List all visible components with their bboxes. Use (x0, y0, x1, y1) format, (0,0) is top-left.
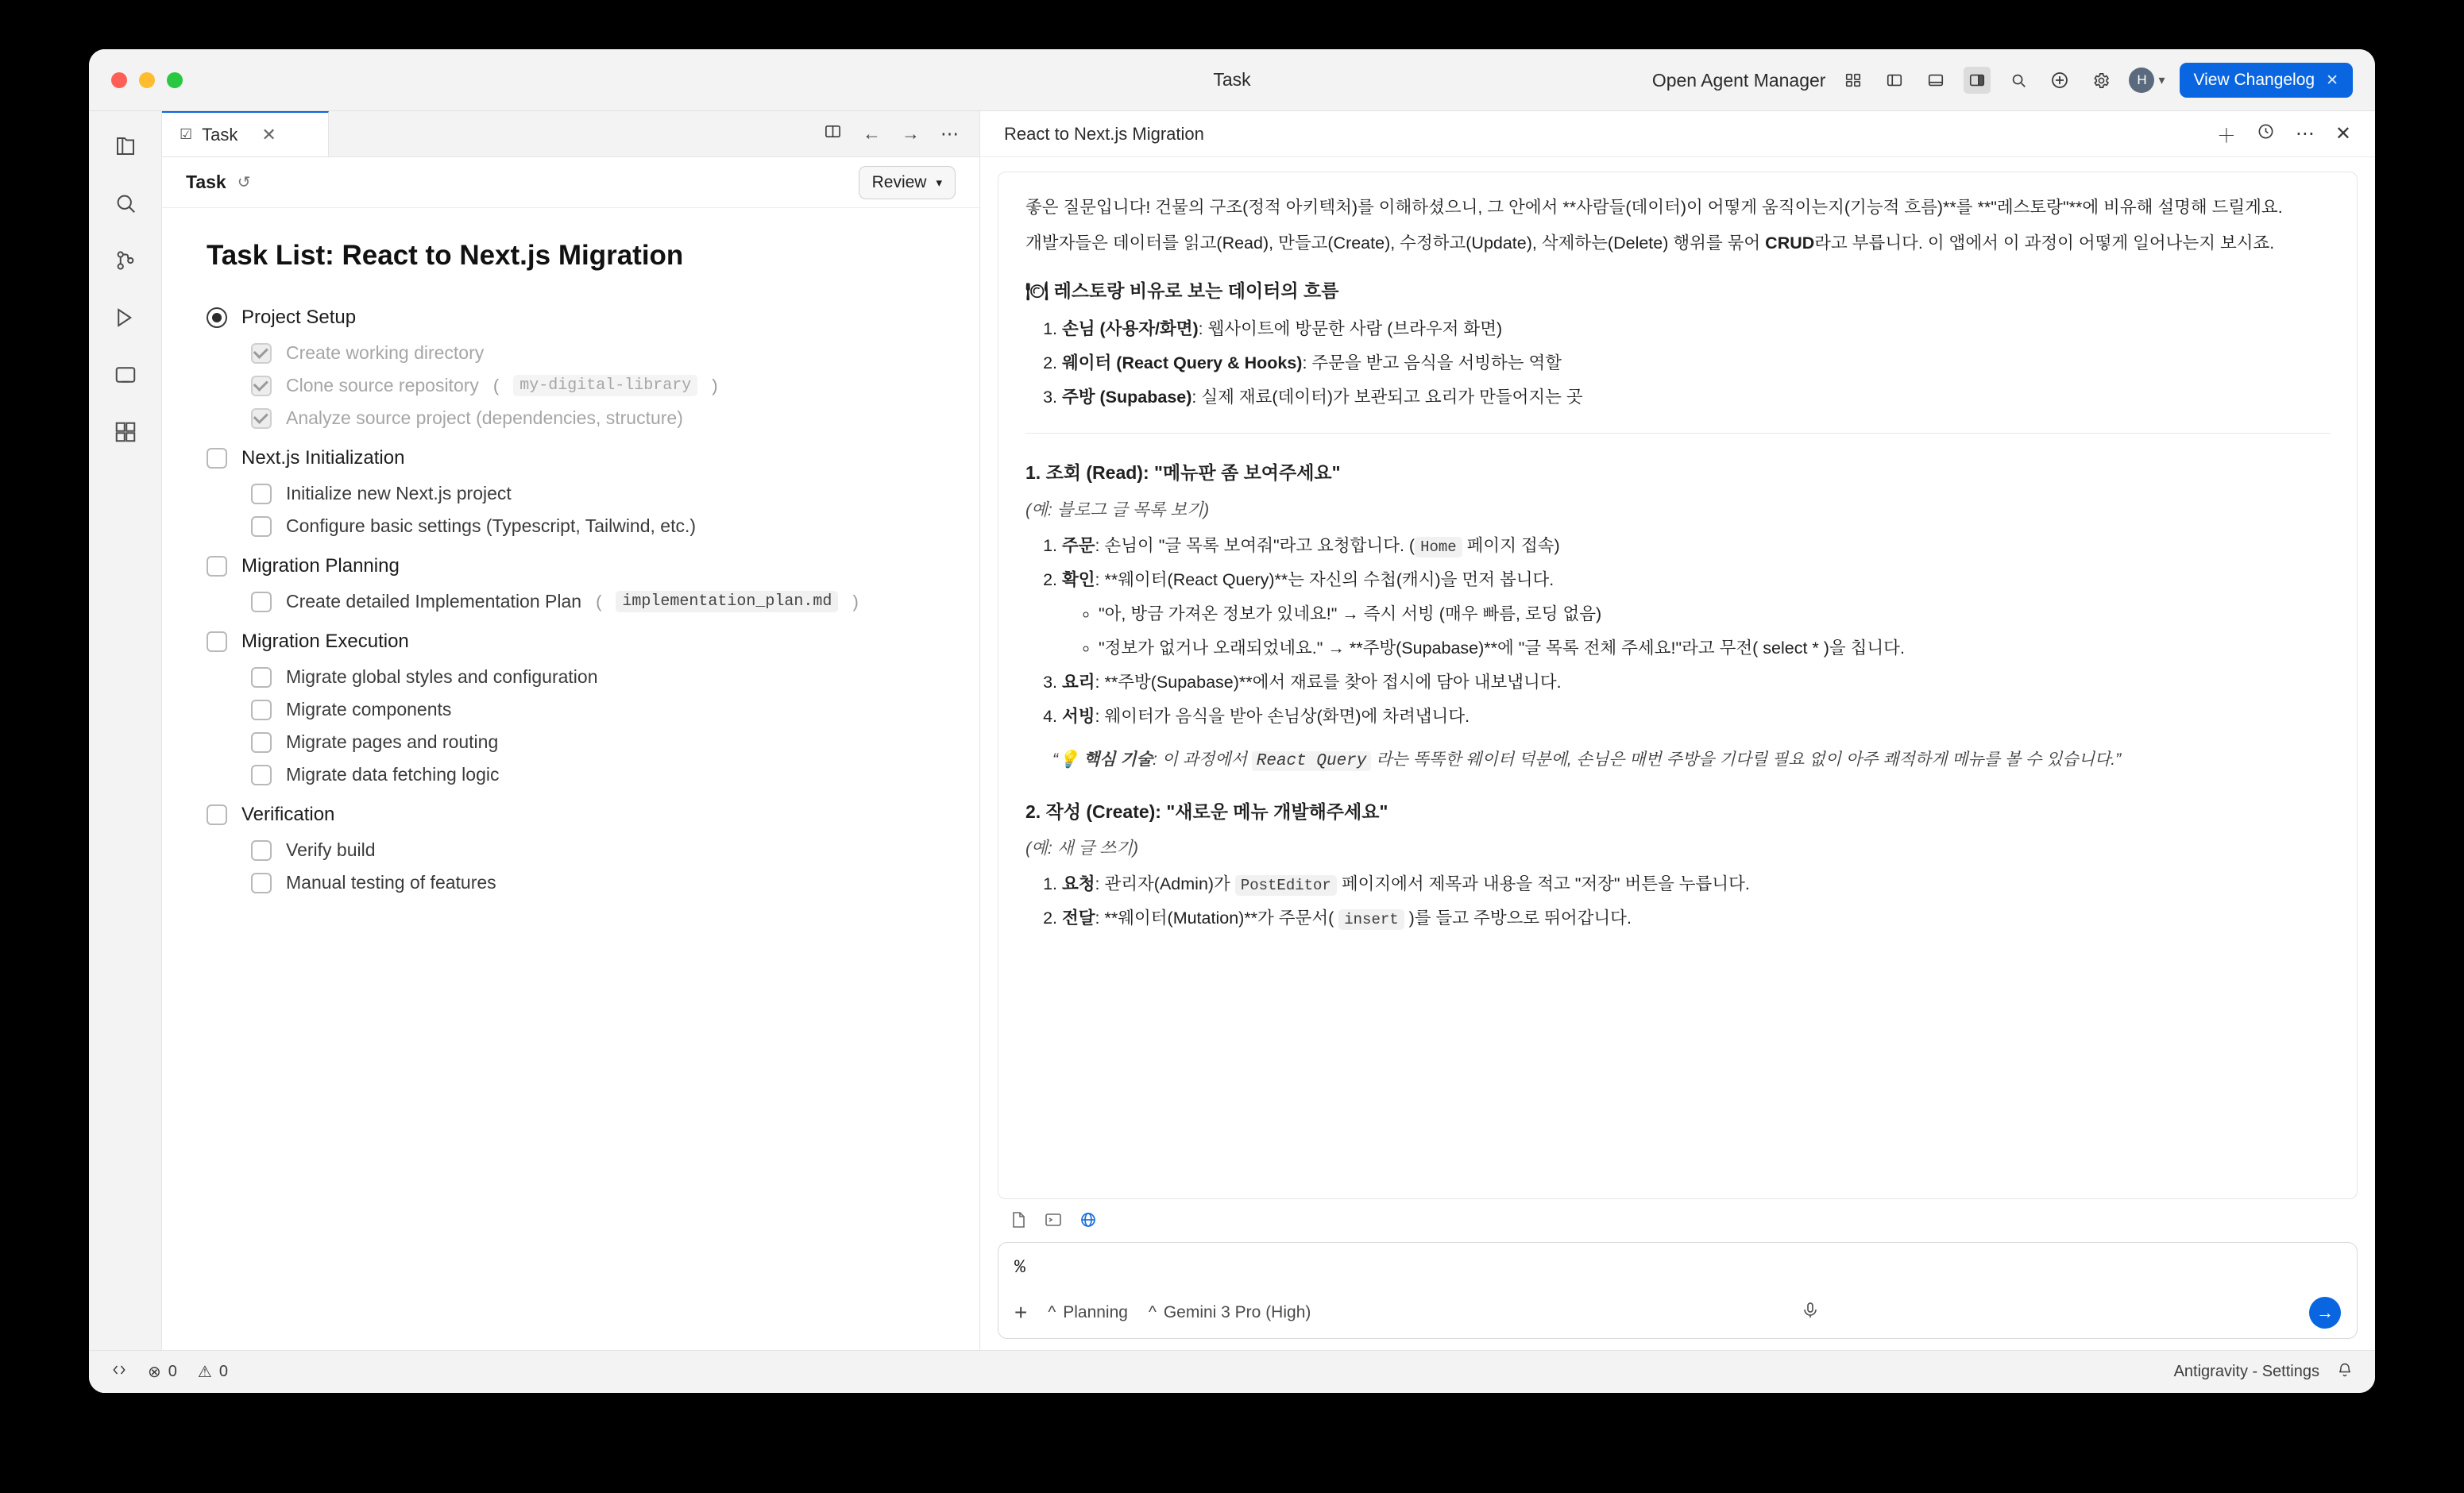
list-item (1062, 870, 2330, 899)
task-group-label: Next.js Initialization (241, 447, 405, 469)
extensions-circle-icon[interactable] (2046, 67, 2073, 94)
send-button[interactable]: → (2309, 1297, 2341, 1329)
flow-heading: 🍽 레스토랑 비유로 보는 데이터의 흐름 (1025, 280, 1339, 301)
task-group-label: Verification (241, 804, 335, 825)
title-bar (89, 49, 2375, 111)
list-item: ◦ "아, 방금 가져온 정보가 있네요!" → 즉시 서빙 (매우 빠름, 로딩 없음) (1099, 600, 2330, 629)
mode-label: Planning (1063, 1303, 1128, 1321)
task-panel (162, 111, 980, 1350)
task-group-checkbox[interactable] (207, 556, 227, 577)
step-bold: 주문 (1062, 535, 1095, 555)
back-arrow-icon[interactable]: ← (863, 123, 881, 144)
task-item-label: Initialize new Next.js project (286, 483, 512, 503)
task-group-checkbox[interactable] (207, 631, 227, 652)
bell-icon[interactable] (2337, 1362, 2353, 1383)
chat-composer[interactable] (998, 1242, 2358, 1339)
task-item-label: Migrate pages and routing (286, 731, 499, 752)
task-item-label: Clone source repository (286, 375, 479, 395)
task-checkbox[interactable] (251, 667, 272, 688)
terminal-icon[interactable] (1044, 1210, 1063, 1234)
task-checkbox[interactable] (251, 732, 272, 753)
task-group-checkbox[interactable] (207, 448, 227, 469)
error-icon: ⊗ (148, 1364, 161, 1381)
composer-controls (1014, 1297, 2341, 1329)
chat-body-wrap (980, 157, 2375, 1242)
list-item (1062, 702, 2330, 731)
task-item[interactable] (251, 337, 935, 369)
divider (1025, 433, 2330, 434)
task-item[interactable] (251, 585, 935, 618)
section-2-subtitle: (예: 새 글 쓰기) (1025, 839, 1139, 858)
task-group-radio[interactable] (207, 307, 227, 328)
review-button-label: Review (871, 172, 927, 191)
task-item[interactable] (251, 726, 935, 758)
split-editor-icon[interactable] (824, 122, 842, 145)
paren-close: ) (852, 591, 859, 611)
task-item[interactable] (251, 834, 935, 866)
explorer-icon[interactable] (108, 129, 143, 164)
section-1-subtitle: (예: 블로그 글 목록 보기) (1025, 500, 1210, 519)
editor-tab-strip (162, 111, 979, 157)
task-item[interactable] (251, 693, 935, 726)
step-text-2: 페이지 접속) (1462, 535, 1560, 555)
step-text-2: 페이지에서 제목과 내용을 적고 "저장" 버튼을 누릅니다. (1336, 874, 1750, 894)
view-changelog-label: View Changelog (2193, 71, 2315, 89)
quote-post: 라는 똑똑한 웨이터 덕분에, 손님은 매번 주방을 기다릴 필요 없이 아주 쾌적하게 메뉴를 볼 수 있습니다.” (1371, 750, 2122, 769)
step-bold: 요리 (1062, 672, 1095, 692)
task-sub-list (207, 661, 935, 791)
task-item-label: Migrate data fetching logic (286, 764, 500, 785)
task-group-label: Migration Planning (241, 555, 400, 577)
task-checkbox[interactable] (251, 343, 272, 364)
section-2-title: 2. 작성 (Create): "새로운 메뉴 개발해주세요" (1025, 801, 1388, 822)
step-text: : **웨이터(React Query)**는 자신의 수첩(캐시)을 먼저 봅니다. (1095, 569, 1554, 589)
chevron-down-icon: ▾ (2158, 74, 2165, 87)
step-code: Home (1415, 537, 1462, 557)
task-sub-list (207, 477, 935, 542)
flow-item-text: : 웹사이트에 방문한 사람 (브라우저 화면) (1198, 319, 1503, 339)
warning-count[interactable] (198, 1362, 228, 1382)
microphone-icon[interactable] (1801, 1301, 1820, 1325)
message-paragraph-1: 좋은 질문입니다! 건물의 구조(정적 아키텍처)를 이해하셨으니, 그 안에서 **사람들(데이터)이 어떻게 움직이는지(기능적 흐름)**를 **"레스토랑"**에 비유해 설명해 드릴게요. (1025, 198, 2283, 217)
title-bar-right (1652, 49, 2353, 111)
task-sub-list (207, 834, 935, 899)
status-bar (89, 1350, 2375, 1393)
page-title: Task List: React to Next.js Migration (207, 240, 684, 271)
step-text: : 웨이터가 음식을 받아 손님상(화면)에 차려냅니다. (1095, 706, 1470, 726)
flow-item-bold: 주방 (Supabase) (1062, 388, 1192, 407)
chevron-up-icon: ^ (1148, 1303, 1157, 1321)
task-item-label: Manual testing of features (286, 872, 496, 893)
close-icon[interactable]: ✕ (261, 124, 276, 145)
error-count[interactable] (148, 1362, 177, 1382)
task-checkbox[interactable] (251, 408, 272, 429)
panel-left-icon[interactable] (1881, 67, 1908, 94)
refresh-icon[interactable]: ↺ (237, 174, 251, 191)
tab-task-label: Task (202, 124, 238, 145)
list-item (1062, 531, 2330, 561)
task-group-header[interactable] (207, 439, 935, 477)
error-count-value: 0 (168, 1363, 177, 1380)
source-control-icon[interactable] (108, 243, 143, 278)
search-sidebar-icon[interactable] (108, 186, 143, 221)
section-1-title: 1. 조회 (Read): "메뉴판 좀 보여주세요" (1025, 462, 1341, 484)
flow-item-bold: 손님 (사용자/화면) (1062, 319, 1199, 339)
remote-explorer-icon[interactable] (108, 357, 143, 392)
task-item[interactable] (251, 477, 935, 510)
task-item[interactable] (251, 402, 935, 434)
task-item-label: Configure basic settings (Typescript, Tailwind, etc.) (286, 515, 697, 536)
task-item[interactable] (251, 758, 935, 791)
new-chat-icon[interactable]: ＋ (2216, 125, 2236, 147)
quote-bold: 핵심 기술 (1083, 750, 1153, 769)
chat-panel (980, 111, 2375, 1350)
chat-header (980, 111, 2375, 157)
task-group-header[interactable] (207, 299, 935, 337)
task-item-code: implementation_plan.md (616, 591, 838, 612)
search-icon[interactable] (2005, 67, 2032, 94)
settings-label[interactable]: Antigravity - Settings (2173, 1363, 2319, 1380)
chat-input[interactable]: % (1014, 1257, 1025, 1278)
task-item-label: Analyze source project (dependencies, structure) (286, 407, 683, 428)
task-item-label: Create detailed Implementation Plan (286, 591, 582, 611)
paren-open: ( (596, 591, 602, 611)
step-code: PostEditor (1235, 875, 1337, 896)
activity-bar (89, 111, 162, 1350)
browser-icon[interactable] (1079, 1210, 1098, 1234)
mode-selector[interactable] (1048, 1303, 1128, 1322)
chevron-down-icon: ▾ (936, 176, 942, 190)
extensions-icon[interactable] (108, 415, 143, 449)
gear-icon[interactable] (2087, 67, 2114, 94)
quote-mid: : 이 과정에서 (1152, 750, 1252, 769)
list-item (1062, 349, 2330, 378)
section-2-list (1062, 870, 2330, 933)
task-icon: ☑ (180, 126, 193, 142)
step-code: insert (1338, 909, 1404, 930)
chevron-up-icon: ^ (1048, 1303, 1056, 1321)
task-subheader-label: Task (186, 172, 226, 192)
task-checkbox[interactable] (251, 516, 272, 537)
view-changelog-button[interactable] (2180, 63, 2353, 98)
model-label: Gemini 3 Pro (High) (1163, 1303, 1311, 1321)
warning-icon: ⚠ (197, 1364, 212, 1381)
panel-right-icon[interactable] (1964, 67, 1991, 94)
step-text: : 관리자(Admin)가 (1095, 874, 1235, 894)
step-bold: 서빙 (1062, 706, 1095, 726)
open-agent-manager-label[interactable]: Open Agent Manager (1651, 69, 1826, 91)
chat-attachment-toolbar (998, 1199, 2358, 1242)
task-list (162, 208, 979, 1350)
task-group-checkbox[interactable] (207, 804, 227, 825)
task-sub-list (207, 337, 935, 434)
task-checkbox[interactable] (251, 840, 272, 861)
step-bold: 확인 (1062, 569, 1095, 589)
list-item: ◦ "정보가 없거나 오래되었네요." → **주방(Supabase)**에 "글 목록 전체 주세요!"라고 무전( select * )을 칩니다. (1099, 634, 2330, 663)
step-sub-list (1099, 600, 2330, 663)
task-group-header[interactable] (207, 796, 935, 834)
flow-item-bold: 웨이터 (React Query & Hooks) (1062, 353, 1303, 373)
task-item-label: Migrate global styles and configuration (286, 666, 598, 687)
message-paragraph-2 (1025, 229, 2330, 258)
blockquote (1052, 746, 2330, 776)
file-icon[interactable] (1009, 1210, 1028, 1234)
avatar: H (2129, 68, 2154, 93)
more-actions-icon[interactable]: ⋯ (2295, 123, 2315, 145)
task-item-code: my-digital-library (513, 375, 697, 396)
list-item (1062, 904, 2330, 933)
flow-item-text: : 실제 재료(데이터)가 보관되고 요리가 만들어지는 곳 (1191, 388, 1583, 407)
task-item[interactable] (251, 510, 935, 542)
panel-bottom-icon[interactable] (1922, 67, 1949, 94)
model-selector[interactable] (1149, 1303, 1311, 1322)
flow-item-text: : 주문을 받고 음식을 서빙하는 역할 (1302, 353, 1562, 373)
status-bar-right (2174, 1362, 2353, 1383)
warning-count-value: 0 (218, 1363, 228, 1380)
task-item[interactable] (251, 866, 935, 899)
task-sub-list (207, 585, 935, 618)
task-checkbox[interactable] (251, 592, 272, 612)
task-checkbox[interactable] (251, 700, 272, 720)
list-item (1062, 314, 2330, 344)
chat-title: React to Next.js Migration (1004, 123, 1204, 144)
close-icon[interactable]: ✕ (2335, 123, 2351, 145)
quote-code: React Query (1252, 751, 1372, 771)
close-icon[interactable]: ✕ (2326, 71, 2338, 89)
step-text: : **주방(Supabase)**에서 재료를 찾아 접시에 담아 내보냅니다. (1095, 672, 1562, 692)
paren-open: ( (492, 375, 500, 395)
message-p2-post: 라고 부릅니다. 이 앱에서 이 과정이 어떻게 일어나는지 보시죠. (1814, 233, 2275, 253)
chat-header-actions (2217, 120, 2351, 148)
assistant-message (998, 172, 2358, 1199)
add-attachment-icon[interactable]: + (1014, 1300, 1028, 1325)
list-item (1062, 565, 2330, 663)
task-group (207, 796, 935, 899)
run-debug-icon[interactable] (108, 300, 143, 335)
remote-indicator-icon[interactable] (111, 1362, 127, 1383)
task-checkbox[interactable] (251, 484, 272, 504)
app-window (89, 49, 2375, 1393)
task-item[interactable] (251, 661, 935, 693)
task-group (207, 299, 935, 434)
task-subheader (162, 157, 979, 208)
list-item (1062, 668, 2330, 697)
list-item (1062, 383, 2330, 412)
paren-close: ) (712, 375, 718, 395)
task-group-header[interactable] (207, 623, 935, 661)
app-body (89, 111, 2375, 1350)
step-bold: 요청 (1062, 874, 1095, 894)
flow-list (1062, 314, 2330, 412)
quote-pre: “💡 (1052, 750, 1083, 769)
task-checkbox[interactable] (251, 873, 272, 893)
step-text: : **웨이터(Mutation)**가 주문서( (1095, 909, 1339, 928)
task-group-label: Project Setup (241, 307, 357, 328)
section-1-list (1062, 531, 2330, 731)
tab-task[interactable] (162, 111, 329, 156)
step-bold: 전달 (1062, 909, 1095, 928)
window-title: Task (1213, 69, 1251, 90)
task-item-label: Migrate components (286, 699, 452, 719)
message-p2-pre: 개발자들은 데이터를 읽고(Read), 만들고(Create), 수정하고(Update), 삭제하는(Delete) 행위를 묶어 (1025, 233, 1766, 253)
task-item-label: Verify build (286, 839, 376, 860)
task-group (207, 623, 935, 791)
forward-arrow-icon[interactable]: → (902, 123, 920, 144)
task-group-header[interactable] (207, 547, 935, 585)
step-text: : 손님이 "글 목록 보여줘"라고 요청합니다. ( (1095, 535, 1415, 555)
task-group (207, 547, 935, 618)
more-actions-icon[interactable]: ⋯ (940, 123, 959, 144)
review-button[interactable] (859, 166, 956, 199)
step-text-2: )를 들고 주방으로 뛰어갑니다. (1404, 909, 1632, 928)
task-checkbox[interactable] (251, 376, 272, 396)
task-item-label: Create working directory (286, 342, 485, 363)
layout-grid-icon[interactable] (1840, 67, 1867, 94)
history-icon[interactable] (2257, 122, 2275, 146)
task-group (207, 439, 935, 542)
tab-strip-actions (824, 111, 979, 156)
task-item[interactable] (251, 369, 935, 402)
task-checkbox[interactable] (251, 765, 272, 785)
task-group-label: Migration Execution (241, 631, 409, 652)
user-avatar-menu[interactable] (2129, 68, 2165, 93)
message-p2-bold: CRUD (1765, 233, 1815, 253)
